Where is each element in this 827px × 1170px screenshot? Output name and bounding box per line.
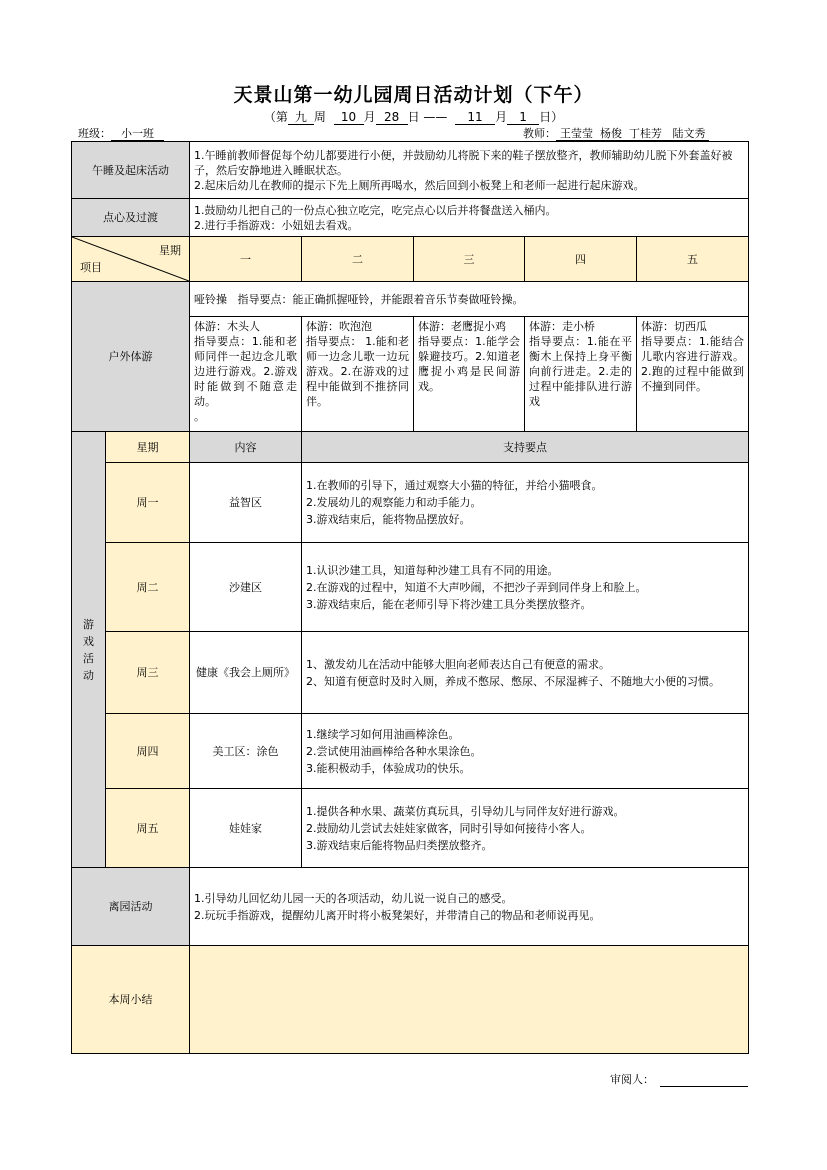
- summary-row: [72, 946, 749, 1054]
- leaving-label: 离园活动: [72, 868, 190, 946]
- day-header-fri: 五: [637, 237, 749, 282]
- page-title: 天景山第一幼儿园周日活动计划（下午）: [233, 84, 594, 106]
- games-header-points: 支持要点: [302, 432, 749, 463]
- diag-weekday-label: 星期: [159, 244, 181, 257]
- snack-content: 1.鼓励幼儿把自己的一份点心独立吃完，吃完点心以后并将餐盘送入桶内。 2.进行手指游戏：小妞妞去看戏。: [190, 199, 749, 237]
- games-header-content: 内容: [190, 432, 302, 463]
- outdoor-day-mon: 体游：木头人 指导要点：1.能和老师同伴一起边念儿歌边进行游戏。2.游戏时能做到不随意走动。 。: [190, 317, 302, 432]
- outdoor-common-row: [72, 282, 749, 317]
- date-prefix: （第: [263, 110, 288, 124]
- snack-label: 点心及过渡: [72, 199, 190, 237]
- reviewer-signature: [610, 1071, 748, 1087]
- games-row-points: 1.提供各种水果、蔬菜仿真玩具，引导幼儿与同伴友好进行游戏。 2.鼓励幼儿尝试去娃娃家做客，同时引导如何接待小客人。 3.游戏结束后能将物品归类摆放整齐。: [302, 789, 749, 868]
- week-header-row: [72, 237, 749, 282]
- games-row-points: 1.在教师的引导下，通过观察大小猫的特征，并给小猫喂食。 2.发展幼儿的观察能力和动手能力。 3.游戏结束后，能将物品摆放好。: [302, 463, 749, 543]
- games-row-points: 1.认识沙建工具，知道每种沙建工具有不同的用途。 2.在游戏的过程中，知道不大声吵闹，不把沙子弄到同伴身上和脸上。 3.游戏结束后，能在老师引导下将沙建工具分类摆放整齐。: [302, 543, 749, 632]
- class-value: 小一班: [111, 128, 164, 141]
- games-row-content: 益智区: [190, 463, 302, 543]
- activity-plan-table: [71, 141, 749, 1054]
- start-day: 28: [376, 111, 408, 125]
- outdoor-day-tue: 体游：吹泡泡 指导要点： 1.能和老师一边念儿歌一边玩游戏。2.在游戏的过程中能做到不推挤同伴。: [302, 317, 414, 432]
- outdoor-label: 户外体游: [72, 282, 190, 432]
- reviewer-signature-line[interactable]: [660, 1074, 748, 1087]
- games-header-day: 星期: [106, 432, 190, 463]
- leaving-content: 1.引导幼儿回忆幼儿园一天的各项活动，幼儿说一说自己的感受。 2.玩玩手指游戏，提醒幼儿离开时将小板凳架好，并带清自己的物品和老师说再见。: [190, 868, 749, 946]
- class-label: 班级：: [78, 127, 111, 140]
- end-month: 11: [455, 111, 495, 125]
- day-header-tue: 二: [302, 237, 414, 282]
- end-day: 1: [507, 111, 539, 125]
- day-header-wed: 三: [414, 237, 525, 282]
- teacher-info: [523, 125, 709, 141]
- date-range: [0, 108, 827, 125]
- outdoor-day-wed: 体游：老鹰捉小鸡 指导要点：1.能学会躲避技巧。2.知道老鹰捉小鸡是民间游戏。: [414, 317, 525, 432]
- leaving-row: [72, 868, 749, 946]
- end-month-label: 月: [495, 110, 508, 124]
- teacher-value: 王莹莹 杨俊 丁桂芳 陆文秀: [556, 128, 709, 141]
- games-row-content: 健康《我会上厕所》: [190, 632, 302, 714]
- summary-label: 本周小结: [72, 946, 190, 1054]
- nap-row: [72, 142, 749, 199]
- date-dash: ——: [423, 110, 448, 124]
- games-label: 游戏活动: [83, 617, 94, 682]
- games-row-day: 周一: [106, 463, 190, 543]
- games-row-day: 周二: [106, 543, 190, 632]
- games-row-points: 1、激发幼儿在活动中能够大胆向老师表达自己有便意的需求。 2、知道有便意时及时入厕，养成不憋尿、憋尿、不尿湿裤子、不随地大小便的习惯。: [302, 632, 749, 714]
- nap-content: 1.午睡前教师督促每个幼儿都要进行小便，并鼓励幼儿将脱下来的鞋子摆放整齐，教师辅助幼儿脱下外套盖好被子，然后安静地进入睡眠状态。 2.起床后幼儿在教师的提示下先上厕所再喝水，然后回到小板凳上和老师一起进行起床游戏。: [190, 142, 749, 199]
- start-month-label: 月: [363, 110, 376, 124]
- games-row-content: 娃娃家: [190, 789, 302, 868]
- games-row: [72, 463, 749, 543]
- games-row-day: 周四: [106, 714, 190, 789]
- games-label-cell: [72, 432, 106, 868]
- games-row: [72, 543, 749, 632]
- class-info: [78, 125, 164, 141]
- games-row-content: 美工区：涂色: [190, 714, 302, 789]
- games-row-points: 1.继续学习如何用油画棒涂色。 2.尝试使用油画棒给各种水果涂色。 3.能积极动手，体验成功的快乐。: [302, 714, 749, 789]
- diag-item-label: 项目: [80, 261, 102, 274]
- day-header-thu: 四: [525, 237, 637, 282]
- games-row: [72, 632, 749, 714]
- games-row: [72, 714, 749, 789]
- start-month: 10: [334, 111, 364, 125]
- games-header-row: [72, 432, 749, 463]
- diagonal-header: [72, 237, 190, 282]
- day-header-mon: 一: [190, 237, 302, 282]
- games-row: [72, 789, 749, 868]
- teacher-label: 教师：: [523, 127, 556, 140]
- nap-label: 午睡及起床活动: [72, 142, 190, 199]
- outdoor-common: 哑铃操 指导要点：能正确抓握哑铃，并能跟着音乐节奏做哑铃操。: [190, 282, 749, 317]
- summary-content[interactable]: [190, 946, 749, 1054]
- start-day-label: 日: [407, 110, 420, 124]
- week-suffix: 周: [313, 110, 326, 124]
- games-row-day: 周三: [106, 632, 190, 714]
- end-suffix: 日）: [539, 110, 564, 124]
- games-row-content: 沙建区: [190, 543, 302, 632]
- outdoor-day-thu: 体游：走小桥 指导要点：1.能在平衡木上保持上身平衡向前行进走。2.走的过程中能排队进行游戏: [525, 317, 637, 432]
- games-row-day: 周五: [106, 789, 190, 868]
- snack-row: [72, 199, 749, 237]
- week-number: 九: [288, 111, 314, 125]
- reviewer-label: 审阅人：: [610, 1073, 654, 1086]
- outdoor-day-fri: 体游：切西瓜 指导要点：1.能结合儿歌内容进行游戏。2.跑的过程中能做到不撞到同伴。: [637, 317, 749, 432]
